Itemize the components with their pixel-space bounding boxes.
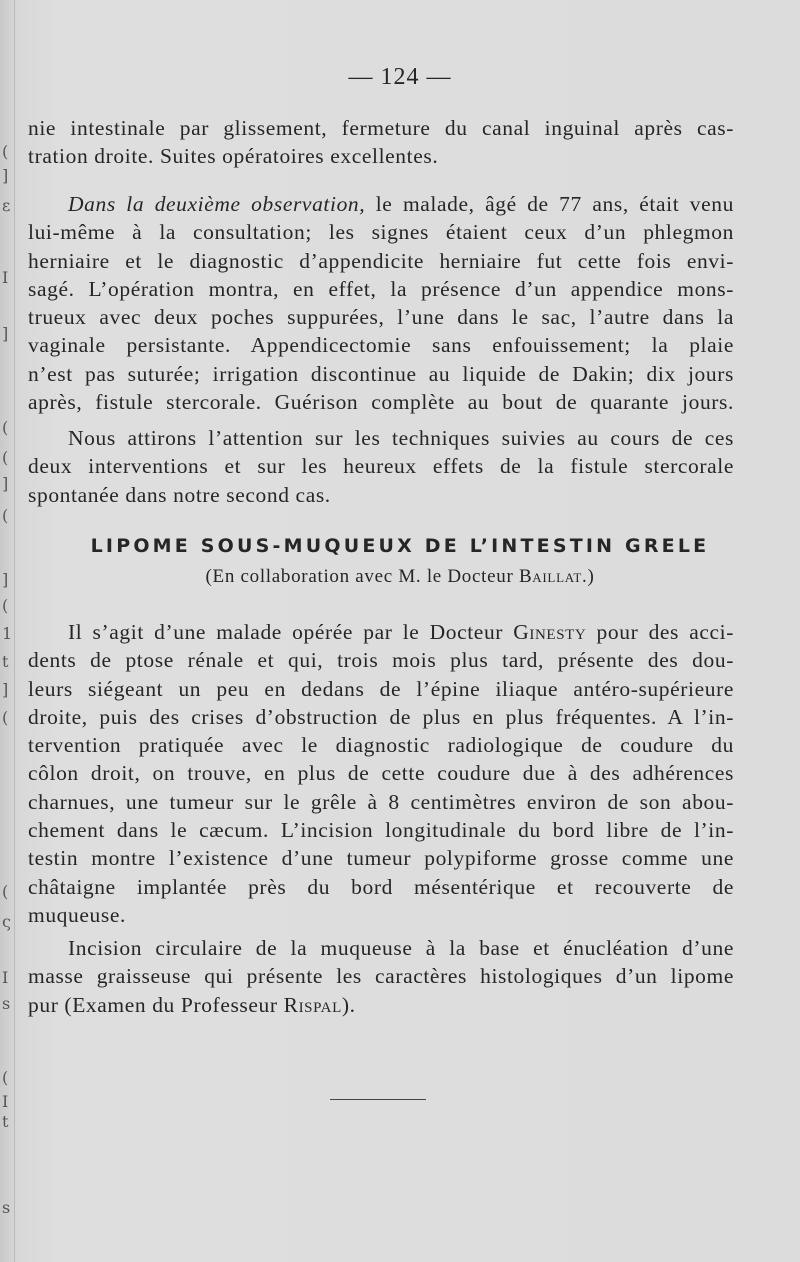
text-line: masse graisseuse qui présente les caractères histologiques d’un lipome [28, 964, 734, 989]
text-fragment: pour des acci- [586, 620, 734, 644]
text-line: n’est pas suturée; irrigation discontinue au liquide de Dakin; dix jours [28, 361, 734, 386]
text-fragment: le malade, âgé de 77 ans, était venu [365, 192, 734, 216]
text-line: tervention pratiquée avec le diagnostic radiologique de coudure du [28, 733, 734, 758]
text-line [28, 991, 734, 1019]
text-line: lui-même à la consultation; les signes étaient ceux d’un phlegmon [28, 220, 734, 245]
professor-name: Rispal [283, 992, 342, 1017]
gutter-char: I [2, 1092, 9, 1111]
gutter-char: ] [2, 680, 9, 699]
text-line: spontanée dans notre second cas. [28, 482, 331, 507]
text-line: après, fistule stercorale. Guérison complète au bout de quarante jours. [28, 390, 734, 415]
gutter-char: ] [2, 474, 9, 493]
paragraph-incision [28, 934, 734, 1019]
text-line: châtaigne implantée près du bord mésentérique et recouverte de [28, 874, 734, 899]
gutter-char: ( [2, 448, 9, 467]
paragraph-second-observation [28, 190, 734, 416]
gutter-char: ( [2, 596, 9, 615]
text-line: deux interventions et sur les heureux effets de la fistule stercorale [28, 454, 734, 479]
gutter-char: s [2, 1198, 11, 1217]
text-line: trueux avec deux poches suppurées, l’une dans le sac, l’autre dans la [28, 305, 734, 330]
paragraph-hernia-end [28, 114, 734, 171]
text-line: herniaire et le diagnostic d’appendicite herniaire fut cette fois envi- [28, 248, 734, 273]
gutter-char: ( [2, 708, 9, 727]
doctor-name: Ginesty [513, 620, 587, 644]
text-line: vaginale persistante. Appendicectomie sans enfouissement; la plaie [28, 333, 734, 358]
gutter-char: ( [2, 882, 9, 901]
collaborator-name: Baillat [518, 566, 582, 587]
text-line [28, 190, 734, 218]
gutter-char: ] [2, 570, 9, 589]
text-line: côlon droit, on trouve, en plus de cette coudure due à des adhérences [28, 761, 734, 786]
gutter-char: ( [2, 506, 9, 525]
gutter-char: ( [2, 418, 9, 437]
gutter-char: Ι [2, 268, 9, 287]
gutter-char: ( [2, 1068, 9, 1087]
gutter-char: s [2, 994, 11, 1013]
text-fragment: pur (Examen du Professeur [28, 992, 284, 1017]
paragraph-attention [28, 424, 734, 509]
gutter-char: ε [2, 196, 11, 215]
text-line: chement dans le cæcum. L’incision longitudinale du bord libre de l’in- [28, 818, 734, 843]
text-line: Nous attirons l’attention sur les techniques suivies au cours de ces [68, 426, 734, 450]
gutter-char: ] [2, 324, 9, 343]
text-fragment: ). [341, 992, 356, 1017]
page-number: — 124 — [348, 64, 452, 90]
gutter-char: t [2, 652, 9, 671]
text-line [28, 618, 734, 646]
text-line: dents de ptose rénale et qui, trois mois plus tard, présente des dou- [28, 648, 734, 673]
text-line: leurs siégeant un peu en dedans de l’épine iliaque antéro-supérieure [28, 676, 734, 701]
section-subheading [0, 566, 800, 588]
paragraph-case-description [28, 618, 734, 929]
text-line: muqueuse. [28, 902, 126, 927]
text-line: nie intestinale par glissement, fermeture du canal inguinal après cas- [28, 116, 734, 140]
text-line: sagé. L’opération montra, en effet, la présence d’un appendice mons- [28, 276, 734, 301]
gutter-char: ς [2, 912, 11, 931]
text-line: Incision circulaire de la muqueuse à la base et énucléation d’une [68, 936, 734, 960]
subheading-suffix: .) [582, 566, 595, 587]
gutter-char: I [2, 968, 9, 987]
gutter-char: 1 [2, 624, 13, 643]
text-line: testin montre l’existence d’une tumeur polypiforme grosse comme une [28, 846, 734, 871]
section-heading: LIPOME SOUS-MUQUEUX DE L’INTESTIN GRELE [90, 535, 710, 557]
text-line: charnues, une tumeur sur le grêle à 8 centimètres environ de son abou- [28, 789, 734, 814]
gutter-char: ( [2, 142, 9, 161]
text-line: tration droite. Suites opératoires excellentes. [28, 144, 439, 169]
subheading-prefix: (En collaboration avec M. le Docteur [205, 566, 519, 587]
gutter-char: ] [2, 166, 9, 185]
text-line: droite, puis des crises d’obstruction de plus en plus fréquentes. A l’in- [28, 704, 734, 729]
text-fragment: Il s’agit d’une malade opérée par le Docteur [68, 620, 514, 644]
gutter-char: t [2, 1112, 9, 1131]
italic-lead: Dans la deuxième observation, [68, 192, 366, 216]
adjacent-page-edge [0, 0, 15, 1262]
section-end-rule [330, 1099, 426, 1100]
